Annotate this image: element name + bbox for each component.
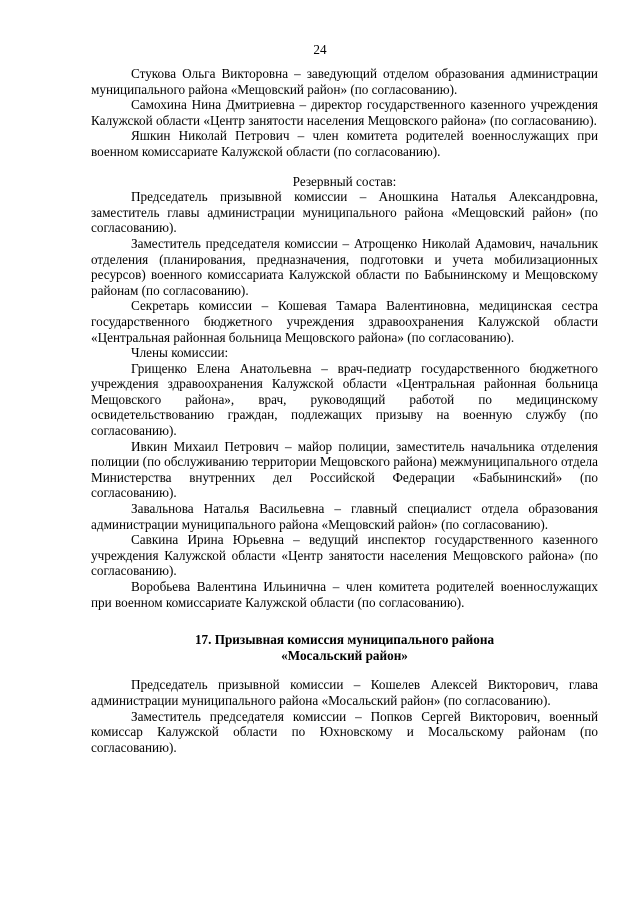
document-body	[91, 66, 598, 755]
reserve-member-paragraph: Савкина Ирина Юрьевна – ведущий инспектор государственного казенного учреждения Калужской области «Центр занятости населения Мещовского района» (по согласованию).	[91, 532, 598, 579]
member-paragraph: Стукова Ольга Викторовна – заведующий отделом образования администрации муниципального района «Мещовский район» (по согласованию).	[91, 66, 598, 97]
reserve-member-paragraph: Воробьева Валентина Ильинична – член комитета родителей военнослужащих при военном комиссариате Калужской области (по согласованию).	[91, 579, 598, 610]
reserve-secretary-paragraph: Секретарь комиссии – Кошевая Тамара Валентиновна, медицинская сестра государственного бюджетного учреждения здравоохранения Калужской области «Центральная районная больница Мещовского района» (по согласованию).	[91, 298, 598, 345]
reserve-members-label: Члены комиссии:	[131, 345, 229, 361]
reserve-title: Резервный состав:	[292, 173, 397, 189]
member-paragraph: Яшкин Николай Петрович – член комитета родителей военнослужащих при военном комиссариате Калужской области (по согласованию).	[91, 128, 598, 159]
section-heading-line1: 17. Призывная комиссия муниципального района	[194, 632, 495, 648]
reserve-deputy-paragraph: Заместитель председателя комиссии – Атрощенко Николай Адамович, начальник отделения (планирования, предназначения, подготовки и учета мобилизационных ресурсов) военного комиссариата Калужской области по Бабынинскому и Мещовскому районам (по согласованию).	[91, 235, 598, 298]
reserve-chair-paragraph: Председатель призывной комиссии – Аношкина Наталья Александровна, заместитель главы администрации муниципального района «Мещовский район» (по согласованию).	[91, 189, 598, 236]
reserve-member-paragraph: Ивкин Михаил Петрович – майор полиции, заместитель начальника отделения полиции (по обслуживанию территории Мещовского района) межмуниципального отдела Министерства внутренних дел Российской Федерации «Бабынинский» (по согласованию).	[91, 438, 598, 501]
reserve-member-paragraph: Завальнова Наталья Васильевна – главный специалист отдела образования администрации муниципального района «Мещовский район» (по согласованию).	[91, 501, 598, 532]
page-number: 24	[313, 42, 327, 57]
section-chair-paragraph: Председатель призывной комиссии – Кошелев Алексей Викторович, глава администрации муниципального района «Мосальский район» (по согласованию).	[91, 677, 598, 708]
reserve-member-paragraph: Грищенко Елена Анатольевна – врач-педиатр государственного бюджетного учреждения здравоохранения Калужской области «Центральная районная больница Мещовского района», врач, руководящий работой по медицинскому освидетельствованию граждан, подлежащих призыву на военную службу (по согласованию).	[91, 360, 598, 439]
member-paragraph: Самохина Нина Дмитриевна – директор государственного казенного учреждения Калужской области «Центр занятости населения Мещовского района» (по согласованию).	[91, 97, 598, 128]
section-heading-line2: «Мосальский район»	[281, 647, 408, 663]
section-deputy-paragraph: Заместитель председателя комиссии – Попков Сергей Викторович, военный комиссар Калужской области по Юхновскому и Мосальскому районам (по согласованию).	[91, 708, 598, 755]
